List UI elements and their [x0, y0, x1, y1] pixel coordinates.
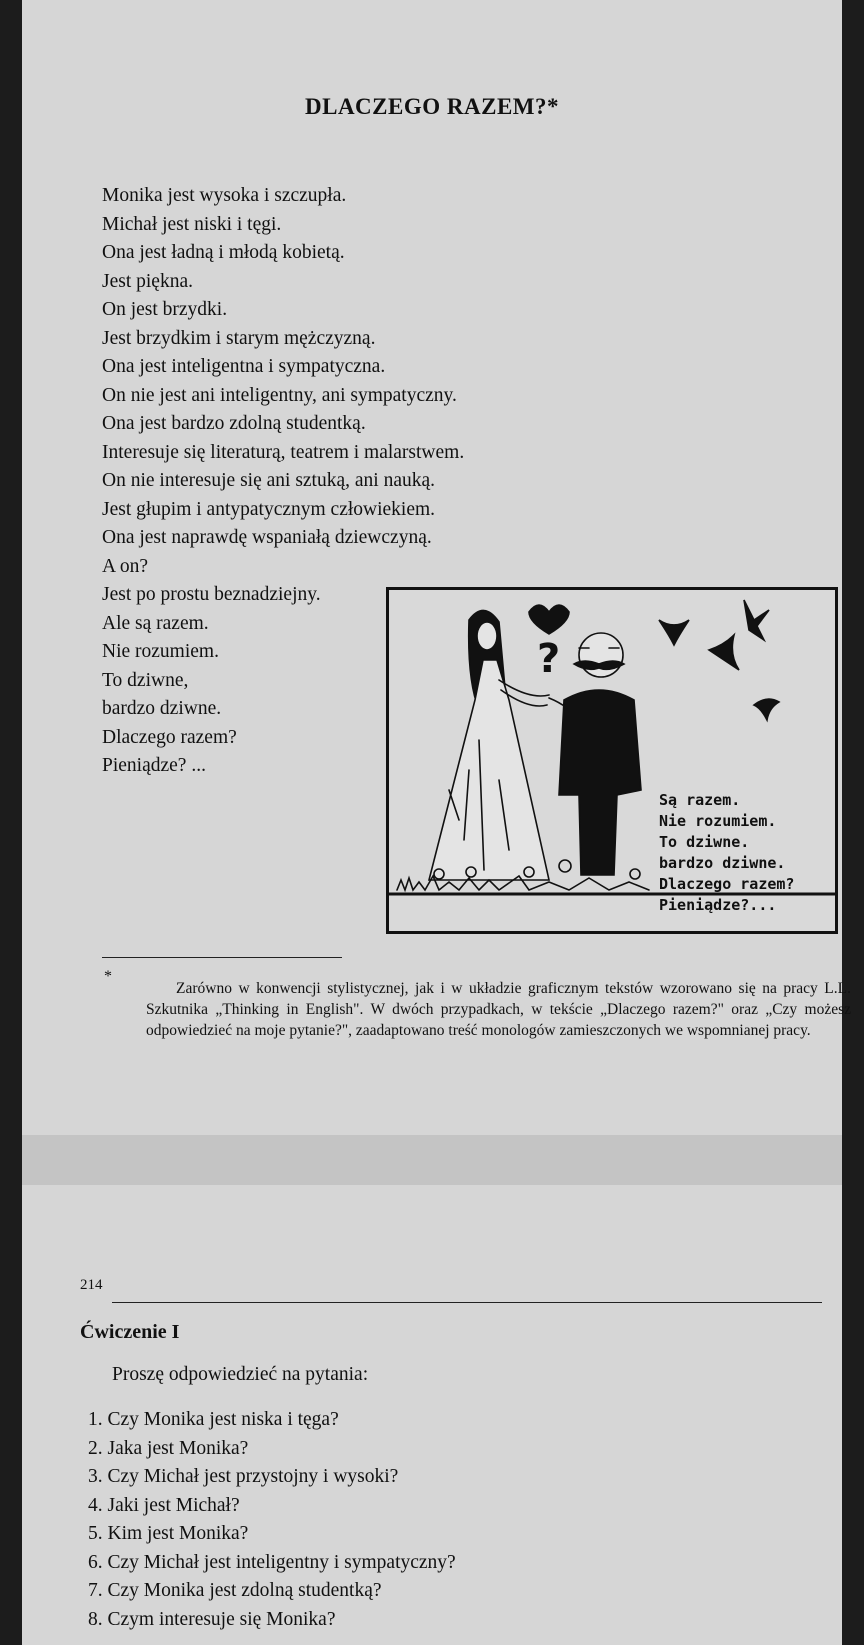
poem-line: Jest brzydkim i starym mężczyzną.: [102, 327, 376, 349]
poem-line: Ona jest ładną i młodą kobietą.: [102, 242, 345, 263]
poem-line: bardzo dziwne.: [102, 698, 222, 719]
poem-line: Pieniądze? ...: [102, 755, 206, 776]
bird-icon: [744, 600, 769, 640]
question-item: 7. Czy Monika jest zdolną studentką?: [88, 1580, 382, 1601]
cartoon-caption: [659, 790, 794, 916]
page-gap: [22, 1135, 842, 1185]
poem-line: Jest piękna.: [102, 270, 193, 292]
flower-icon: [559, 860, 571, 872]
bird-icon: [709, 635, 739, 670]
poem-line: On jest brzydki.: [102, 299, 228, 320]
bird-icon: [754, 699, 779, 720]
caption-line: Są razem.: [659, 791, 741, 809]
question-item: 3. Czy Michał jest przystojny i wysoki?: [88, 1466, 399, 1487]
book-page-top: [22, 0, 851, 1135]
poem-line: To dziwne,: [102, 669, 189, 691]
flower-icon: [630, 869, 640, 879]
poem-line: Interesuje się literaturą, teatrem i malarstwem.: [102, 441, 465, 463]
question-item: 4. Jaki jest Michał?: [88, 1494, 240, 1516]
caption-line: bardzo dziwne.: [659, 854, 786, 872]
poem-line: Jest głupim i antypatycznym człowiekiem.: [102, 498, 436, 520]
poem-line: Ona jest naprawdę wspaniałą dziewczyną.: [102, 527, 432, 548]
question-item: 1. Czy Monika jest niska i tęga?: [88, 1409, 339, 1430]
woman-face: [477, 622, 497, 650]
poem-line: On nie interesuje się ani sztuką, ani nauką.: [102, 470, 436, 491]
caption-line: Dlaczego razem?: [659, 875, 795, 893]
heart-icon: [529, 605, 569, 634]
man-suit: [559, 690, 641, 875]
footnote-rule: [102, 957, 342, 958]
question-item: 8. Czym interesuje się Monika?: [88, 1608, 336, 1630]
caption-line: Nie rozumiem.: [659, 812, 777, 830]
page-number: 214: [80, 1277, 103, 1293]
poem-line: Monika jest wysoka i szczupła.: [102, 185, 347, 206]
bird-icon: [659, 620, 689, 645]
poem-line: Dlaczego razem?: [102, 726, 237, 748]
question-mark-icon: ?: [537, 636, 561, 682]
poem-line: Ona jest bardzo zdolną studentką.: [102, 413, 366, 434]
poem-line: Michał jest niski i tęgi.: [102, 213, 282, 235]
poem-line: A on?: [102, 555, 149, 577]
footnote-text: Zarówno w konwencji stylistycznej, jak i w układzie graficznym tekstów wzorowano się na pracy L.L. Szkutnika „Thinking in English". W dwóch przypadkach, w tekście „Dlaczego razem?" oraz „Czy możesz odpowiedzieć na moje pytanie?", zaadaptowano treść monologów zamieszczonych we wspomnianej pracy.: [146, 980, 851, 1039]
exercise-instruction: Proszę odpowiedzieć na pytania:: [112, 1364, 369, 1385]
poem-line: Nie rozumiem.: [102, 641, 219, 662]
poem-line: Jest po prostu beznadziejny.: [102, 584, 321, 605]
poem-line: On nie jest ani inteligentny, ani sympatyczny.: [102, 384, 457, 406]
poem-line: Ale są razem.: [102, 612, 209, 634]
page-title: DLACZEGO RAZEM?*: [305, 94, 559, 119]
question-list: [88, 1406, 456, 1634]
poem-line: Ona jest inteligentna i sympatyczna.: [102, 356, 386, 377]
man-head: [579, 633, 623, 677]
woman-dress: [429, 660, 549, 880]
exercise-title: Ćwiczenie I: [80, 1321, 180, 1343]
footnote-marker: *: [104, 968, 112, 985]
caption-line: Pieniądze?...: [659, 896, 777, 914]
question-item: 5. Kim jest Monika?: [88, 1523, 249, 1544]
question-item: 2. Jaka jest Monika?: [88, 1437, 249, 1459]
caption-line: To dziwne.: [659, 833, 750, 851]
question-item: 6. Czy Michał jest inteligentny i sympatyczny?: [88, 1551, 456, 1573]
cartoon-illustration: [386, 587, 838, 934]
header-rule: [112, 1302, 822, 1303]
